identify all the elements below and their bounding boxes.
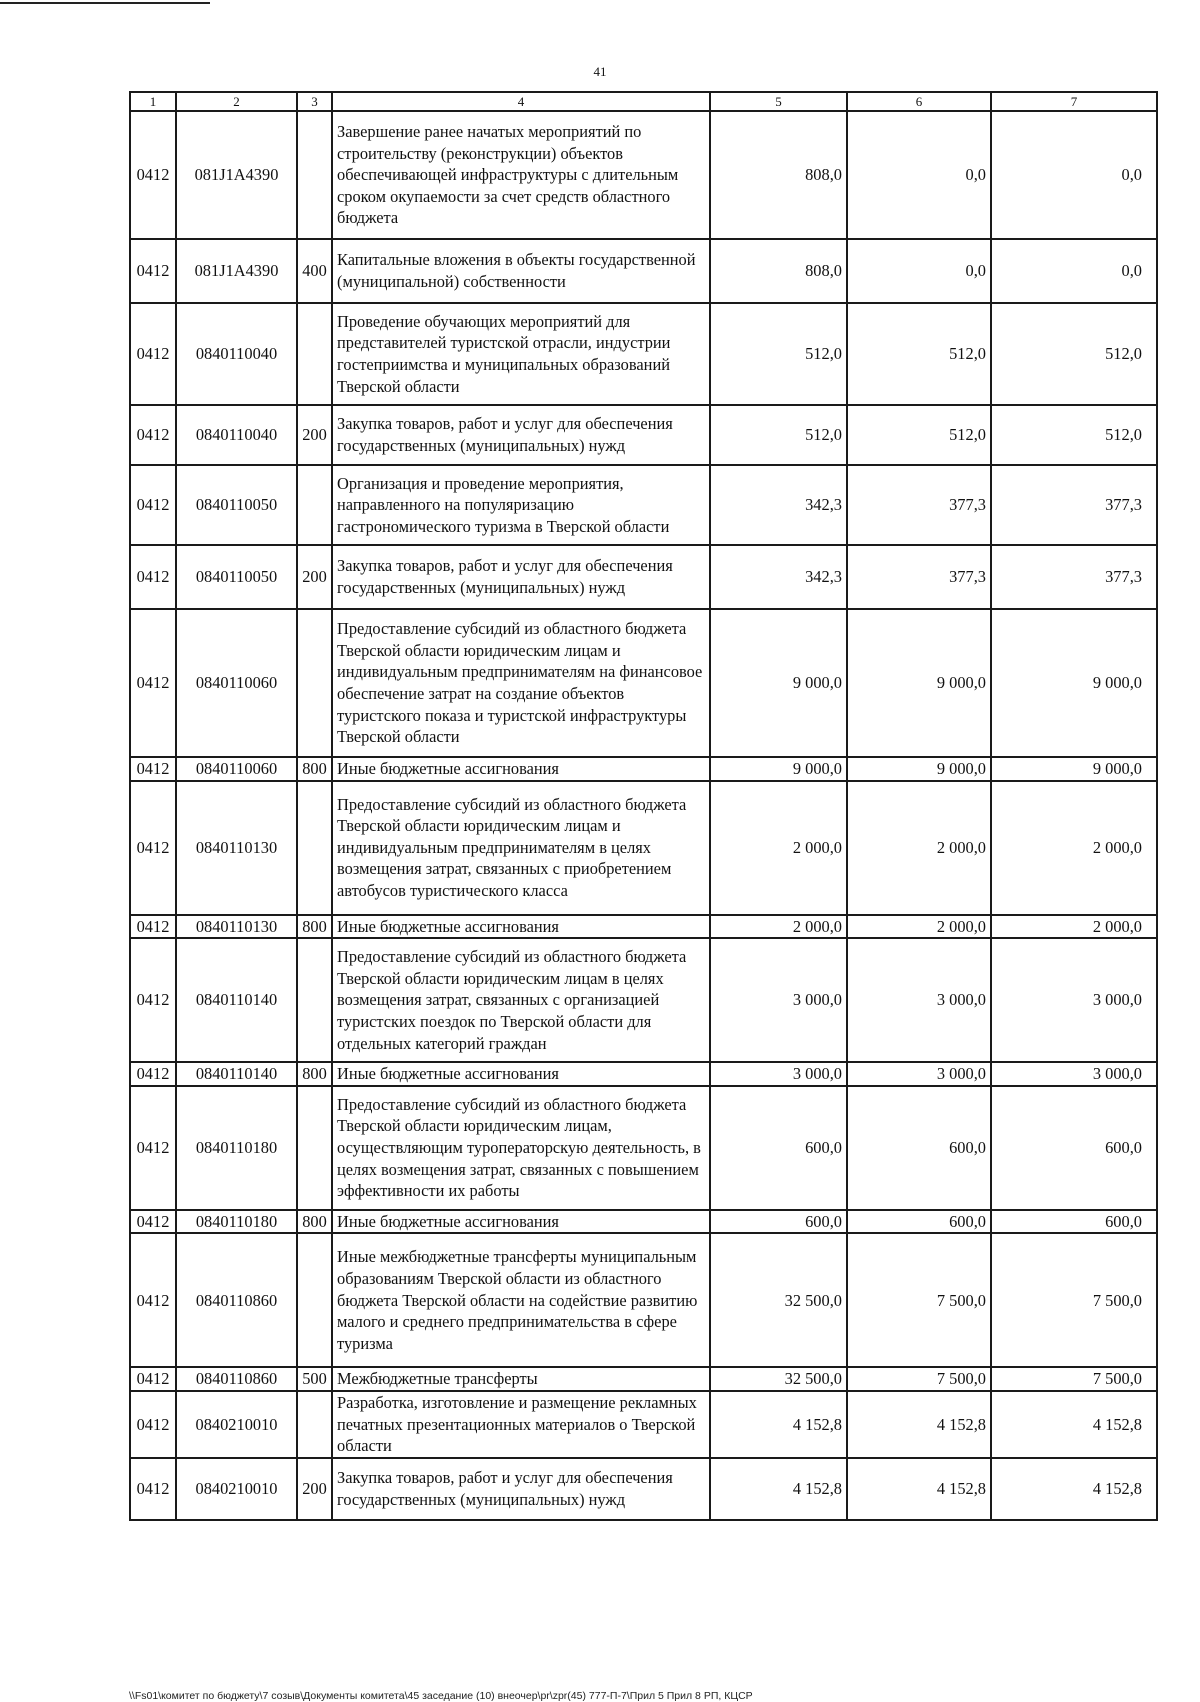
table-body bbox=[130, 111, 1157, 1520]
code-cell: 081J1A4390 bbox=[176, 239, 297, 303]
amount-col7-cell: 600,0 bbox=[991, 1086, 1157, 1210]
amount-col5-cell: 2 000,0 bbox=[710, 915, 847, 939]
table-row bbox=[130, 781, 1157, 915]
amount-col6-cell: 9 000,0 bbox=[847, 757, 991, 781]
amount-col5-cell: 342,3 bbox=[710, 465, 847, 545]
expense-type-cell bbox=[297, 303, 332, 405]
amount-col7-cell: 7 500,0 bbox=[991, 1367, 1157, 1391]
amount-col6-cell: 7 500,0 bbox=[847, 1367, 991, 1391]
amount-col5-cell: 32 500,0 bbox=[710, 1367, 847, 1391]
amount-col6-cell: 600,0 bbox=[847, 1086, 991, 1210]
code-cell: 0840110130 bbox=[176, 781, 297, 915]
amount-col5-cell: 512,0 bbox=[710, 405, 847, 465]
expense-type-cell bbox=[297, 1086, 332, 1210]
item-name-cell: Завершение ранее начатых мероприятий по строительству (реконструкции) объектов обеспечивающей инфраструктуры с длительным сроком окупаемости за счет средств областного бюджета bbox=[332, 111, 710, 239]
table-row bbox=[130, 1062, 1157, 1086]
amount-col6-cell: 377,3 bbox=[847, 545, 991, 609]
table-row bbox=[130, 303, 1157, 405]
item-name-cell: Иные бюджетные ассигнования bbox=[332, 1062, 710, 1086]
section-cell: 0412 bbox=[130, 609, 176, 757]
table-row bbox=[130, 915, 1157, 939]
expense-type-cell: 400 bbox=[297, 239, 332, 303]
expense-type-cell bbox=[297, 111, 332, 239]
amount-col7-cell: 4 152,8 bbox=[991, 1391, 1157, 1458]
item-name-cell: Предоставление субсидий из областного бюджета Тверской области юридическим лицам, осуществляющим туроператорскую деятельность, в целях возмещения затрат, связанных с повышением эффективности их работы bbox=[332, 1086, 710, 1210]
item-name-cell: Проведение обучающих мероприятий для представителей туристской отрасли, индустрии гостеприимства и муниципальных образований Тверской области bbox=[332, 303, 710, 405]
amount-col7-cell: 512,0 bbox=[991, 405, 1157, 465]
code-cell: 0840110040 bbox=[176, 303, 297, 405]
column-header: 1 bbox=[130, 92, 176, 111]
item-name-cell: Иные бюджетные ассигнования bbox=[332, 757, 710, 781]
amount-col6-cell: 0,0 bbox=[847, 111, 991, 239]
section-cell: 0412 bbox=[130, 465, 176, 545]
amount-col5-cell: 600,0 bbox=[710, 1086, 847, 1210]
amount-col6-cell: 3 000,0 bbox=[847, 1062, 991, 1086]
section-cell: 0412 bbox=[130, 1233, 176, 1367]
code-cell: 0840110130 bbox=[176, 915, 297, 939]
amount-col5-cell: 32 500,0 bbox=[710, 1233, 847, 1367]
code-cell: 0840210010 bbox=[176, 1391, 297, 1458]
section-cell: 0412 bbox=[130, 757, 176, 781]
code-cell: 0840110140 bbox=[176, 1062, 297, 1086]
expense-type-cell bbox=[297, 465, 332, 545]
table-row bbox=[130, 1210, 1157, 1234]
code-cell: 0840110860 bbox=[176, 1367, 297, 1391]
code-cell: 0840210010 bbox=[176, 1458, 297, 1520]
table-row bbox=[130, 609, 1157, 757]
top-rule bbox=[0, 2, 210, 4]
table-row bbox=[130, 545, 1157, 609]
amount-col5-cell: 512,0 bbox=[710, 303, 847, 405]
amount-col6-cell: 9 000,0 bbox=[847, 609, 991, 757]
expense-type-cell: 800 bbox=[297, 757, 332, 781]
section-cell: 0412 bbox=[130, 405, 176, 465]
code-cell: 0840110140 bbox=[176, 938, 297, 1062]
expense-type-cell: 800 bbox=[297, 1210, 332, 1234]
amount-col7-cell: 0,0 bbox=[991, 111, 1157, 239]
amount-col6-cell: 3 000,0 bbox=[847, 938, 991, 1062]
item-name-cell: Предоставление субсидий из областного бюджета Тверской области юридическим лицам и индивидуальным предпринимателям на финансовое обеспечение затрат на создание объектов туристского показа и туристской инфраструктуры Тверской области bbox=[332, 609, 710, 757]
amount-col7-cell: 3 000,0 bbox=[991, 938, 1157, 1062]
expense-type-cell: 800 bbox=[297, 915, 332, 939]
section-cell: 0412 bbox=[130, 1391, 176, 1458]
amount-col6-cell: 4 152,8 bbox=[847, 1391, 991, 1458]
page-number: 41 bbox=[593, 64, 607, 79]
amount-col5-cell: 600,0 bbox=[710, 1210, 847, 1234]
code-cell: 081J1A4390 bbox=[176, 111, 297, 239]
expense-type-cell: 800 bbox=[297, 1062, 332, 1086]
table-row bbox=[130, 1233, 1157, 1367]
expense-type-cell bbox=[297, 1233, 332, 1367]
section-cell: 0412 bbox=[130, 1458, 176, 1520]
amount-col7-cell: 0,0 bbox=[991, 239, 1157, 303]
table-row bbox=[130, 938, 1157, 1062]
amount-col7-cell: 3 000,0 bbox=[991, 1062, 1157, 1086]
table-row bbox=[130, 111, 1157, 239]
code-cell: 0840110060 bbox=[176, 609, 297, 757]
section-cell: 0412 bbox=[130, 545, 176, 609]
amount-col6-cell: 2 000,0 bbox=[847, 781, 991, 915]
amount-col5-cell: 3 000,0 bbox=[710, 1062, 847, 1086]
column-header: 6 bbox=[847, 92, 991, 111]
section-cell: 0412 bbox=[130, 239, 176, 303]
amount-col5-cell: 808,0 bbox=[710, 111, 847, 239]
expense-type-cell bbox=[297, 1391, 332, 1458]
table-row bbox=[130, 1367, 1157, 1391]
amount-col5-cell: 808,0 bbox=[710, 239, 847, 303]
column-header: 3 bbox=[297, 92, 332, 111]
table-row bbox=[130, 465, 1157, 545]
section-cell: 0412 bbox=[130, 781, 176, 915]
item-name-cell: Организация и проведение мероприятия, направленного на популяризацию гастрономического туризма в Тверской области bbox=[332, 465, 710, 545]
expense-type-cell: 500 bbox=[297, 1367, 332, 1391]
amount-col7-cell: 377,3 bbox=[991, 545, 1157, 609]
amount-col6-cell: 7 500,0 bbox=[847, 1233, 991, 1367]
section-cell: 0412 bbox=[130, 938, 176, 1062]
section-cell: 0412 bbox=[130, 303, 176, 405]
amount-col5-cell: 342,3 bbox=[710, 545, 847, 609]
amount-col5-cell: 9 000,0 bbox=[710, 757, 847, 781]
code-cell: 0840110050 bbox=[176, 465, 297, 545]
amount-col5-cell: 4 152,8 bbox=[710, 1458, 847, 1520]
code-cell: 0840110060 bbox=[176, 757, 297, 781]
amount-col7-cell: 9 000,0 bbox=[991, 757, 1157, 781]
table-row bbox=[130, 239, 1157, 303]
item-name-cell: Закупка товаров, работ и услуг для обеспечения государственных (муниципальных) нужд bbox=[332, 405, 710, 465]
amount-col6-cell: 512,0 bbox=[847, 303, 991, 405]
section-cell: 0412 bbox=[130, 915, 176, 939]
table-row bbox=[130, 405, 1157, 465]
item-name-cell: Иные бюджетные ассигнования bbox=[332, 1210, 710, 1234]
item-name-cell: Межбюджетные трансферты bbox=[332, 1367, 710, 1391]
code-cell: 0840110050 bbox=[176, 545, 297, 609]
column-header: 4 bbox=[332, 92, 710, 111]
amount-col6-cell: 512,0 bbox=[847, 405, 991, 465]
code-cell: 0840110040 bbox=[176, 405, 297, 465]
section-cell: 0412 bbox=[130, 1367, 176, 1391]
column-header: 7 bbox=[991, 92, 1157, 111]
column-number-row bbox=[130, 92, 1157, 111]
amount-col5-cell: 9 000,0 bbox=[710, 609, 847, 757]
item-name-cell: Предоставление субсидий из областного бюджета Тверской области юридическим лицам и индивидуальным предпринимателям в целях возмещения затрат, связанных с приобретением автобусов туристического класса bbox=[332, 781, 710, 915]
amount-col7-cell: 512,0 bbox=[991, 303, 1157, 405]
expense-type-cell bbox=[297, 609, 332, 757]
amount-col7-cell: 600,0 bbox=[991, 1210, 1157, 1234]
amount-col6-cell: 600,0 bbox=[847, 1210, 991, 1234]
item-name-cell: Разработка, изготовление и размещение рекламных печатных презентационных материалов о Тверской области bbox=[332, 1391, 710, 1458]
table-row bbox=[130, 757, 1157, 781]
table-row bbox=[130, 1458, 1157, 1520]
amount-col7-cell: 9 000,0 bbox=[991, 609, 1157, 757]
column-header: 2 bbox=[176, 92, 297, 111]
amount-col6-cell: 4 152,8 bbox=[847, 1458, 991, 1520]
amount-col5-cell: 2 000,0 bbox=[710, 781, 847, 915]
expense-type-cell: 200 bbox=[297, 1458, 332, 1520]
item-name-cell: Иные межбюджетные трансферты муниципальным образованиям Тверской области из областного бюджета Тверской области на содействие развитию малого и среднего предпринимательства в сфере туризма bbox=[332, 1233, 710, 1367]
code-cell: 0840110180 bbox=[176, 1086, 297, 1210]
code-cell: 0840110860 bbox=[176, 1233, 297, 1367]
item-name-cell: Капитальные вложения в объекты государственной (муниципальной) собственности bbox=[332, 239, 710, 303]
expense-type-cell: 200 bbox=[297, 545, 332, 609]
amount-col7-cell: 2 000,0 bbox=[991, 781, 1157, 915]
amount-col7-cell: 4 152,8 bbox=[991, 1458, 1157, 1520]
expense-type-cell: 200 bbox=[297, 405, 332, 465]
footer-file-path: \\Fs01\комитет по бюджету\7 созыв\Документы комитета\45 заседание (10) внеочер\pr\zpr(45) 777-П-7\Прил 5 Прил 8 РП, КЦСР bbox=[129, 1690, 753, 1702]
amount-col6-cell: 2 000,0 bbox=[847, 915, 991, 939]
expense-type-cell bbox=[297, 938, 332, 1062]
section-cell: 0412 bbox=[130, 111, 176, 239]
amount-col7-cell: 7 500,0 bbox=[991, 1233, 1157, 1367]
code-cell: 0840110180 bbox=[176, 1210, 297, 1234]
item-name-cell: Иные бюджетные ассигнования bbox=[332, 915, 710, 939]
item-name-cell: Предоставление субсидий из областного бюджета Тверской области юридическим лицам в целях возмещения затрат, связанных с организацией туристских поездок по Тверской области для отдельных категорий граждан bbox=[332, 938, 710, 1062]
amount-col7-cell: 377,3 bbox=[991, 465, 1157, 545]
amount-col7-cell: 2 000,0 bbox=[991, 915, 1157, 939]
amount-col5-cell: 4 152,8 bbox=[710, 1391, 847, 1458]
column-header: 5 bbox=[710, 92, 847, 111]
section-cell: 0412 bbox=[130, 1210, 176, 1234]
expense-type-cell bbox=[297, 781, 332, 915]
amount-col6-cell: 0,0 bbox=[847, 239, 991, 303]
section-cell: 0412 bbox=[130, 1086, 176, 1210]
table-row bbox=[130, 1391, 1157, 1458]
table-row bbox=[130, 1086, 1157, 1210]
amount-col5-cell: 3 000,0 bbox=[710, 938, 847, 1062]
section-cell: 0412 bbox=[130, 1062, 176, 1086]
item-name-cell: Закупка товаров, работ и услуг для обеспечения государственных (муниципальных) нужд bbox=[332, 545, 710, 609]
budget-table bbox=[129, 91, 1158, 1521]
amount-col6-cell: 377,3 bbox=[847, 465, 991, 545]
item-name-cell: Закупка товаров, работ и услуг для обеспечения государственных (муниципальных) нужд bbox=[332, 1458, 710, 1520]
